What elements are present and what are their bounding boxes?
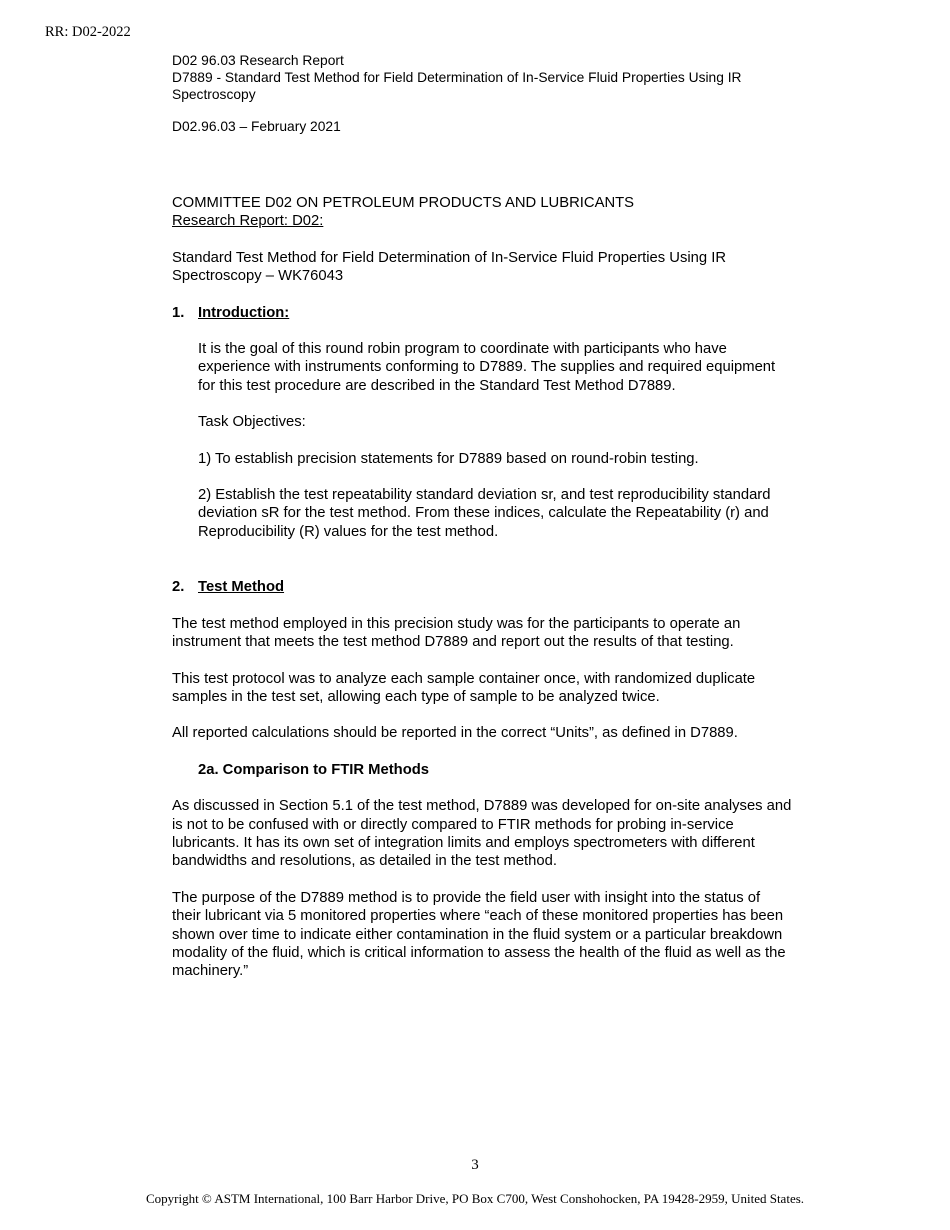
test-method-paragraph-3: All reported calculations should be reported in the correct “Units”, as defined in D7889.: [172, 725, 738, 742]
report-date: D02.96.03 – February 2021: [172, 119, 341, 134]
committee-name: COMMITTEE D02 ON PETROLEUM PRODUCTS AND LUBRICANTS: [172, 195, 635, 211]
section-1-heading: [172, 304, 792, 322]
standard-title: Standard Test Method for Field Determination of In-Service Fluid Properties Using IR Spectroscopy – WK76043: [172, 249, 727, 285]
test-method-paragraph-2: This test protocol was to analyze each sample container once, with randomized duplicate samples in the test set, allowing each type of sample to be analyzed twice.: [172, 670, 756, 705]
objectives-label: Task Objectives:: [198, 414, 306, 431]
section-1-number: 1.: [172, 304, 185, 321]
research-report-label: Research Report: D02:: [172, 213, 324, 230]
section-2-number: 2.: [172, 579, 185, 596]
purpose-paragraph: The purpose of the D7889 method is to provide the field user with insight into the status of their lubricant via 5 monitored properties where “each of these monitored properties has been shown over time to indicate either contamination in the fluid system or a particular breakdown modality of the fluid, which is critical information to assess the health of the fluid as well as the machinery.”: [172, 889, 786, 980]
document-body: [172, 52, 792, 981]
intro-paragraph: It is the goal of this round robin program to coordinate with participants who have experience with instruments conforming to D7889. The supplies and required equipment for this test procedure are described in the Standard Test Method D7889.: [198, 341, 776, 394]
copyright-footer: Copyright © ASTM International, 100 Barr Harbor Drive, PO Box C700, West Conshohocken, PA 19428-2959, United States.: [145, 1191, 805, 1206]
rr-tag: RR: D02-2022: [45, 24, 131, 40]
comparison-paragraph: As discussed in Section 5.1 of the test method, D7889 was developed for on-site analyses and is not to be confused with or directly compared to FTIR methods for probing in-service lubricants. It has its own set of integration limits and employs spectrometers with different bandwidths and resolutions, as detailed in the test method.: [172, 798, 792, 870]
page-number: 3: [471, 1157, 479, 1173]
section-2-title: Test Method: [198, 579, 285, 596]
subsection-2a-heading: 2a. Comparison to FTIR Methods: [198, 761, 430, 778]
section-1-title: Introduction:: [198, 304, 290, 321]
objective-1: 1) To establish precision statements for D7889 based on round-robin testing.: [198, 450, 699, 467]
test-method-paragraph-1: The test method employed in this precision study was for the participants to operate an instrument that meets the test method D7889 and report out the results of that testing.: [172, 615, 741, 651]
report-label: D02 96.03 Research Report: [172, 53, 344, 68]
objective-2: 2) Establish the test repeatability standard deviation sr, and test reproducibility standard deviation sR for the test method. From these indices, calculate the Repeatability (r) and Reproducibility (R) values for the test method.: [198, 487, 771, 540]
method-title: D7889 - Standard Test Method for Field Determination of In-Service Fluid Properties Using IR Spectroscopy: [172, 70, 742, 102]
section-2-heading: [172, 578, 792, 596]
